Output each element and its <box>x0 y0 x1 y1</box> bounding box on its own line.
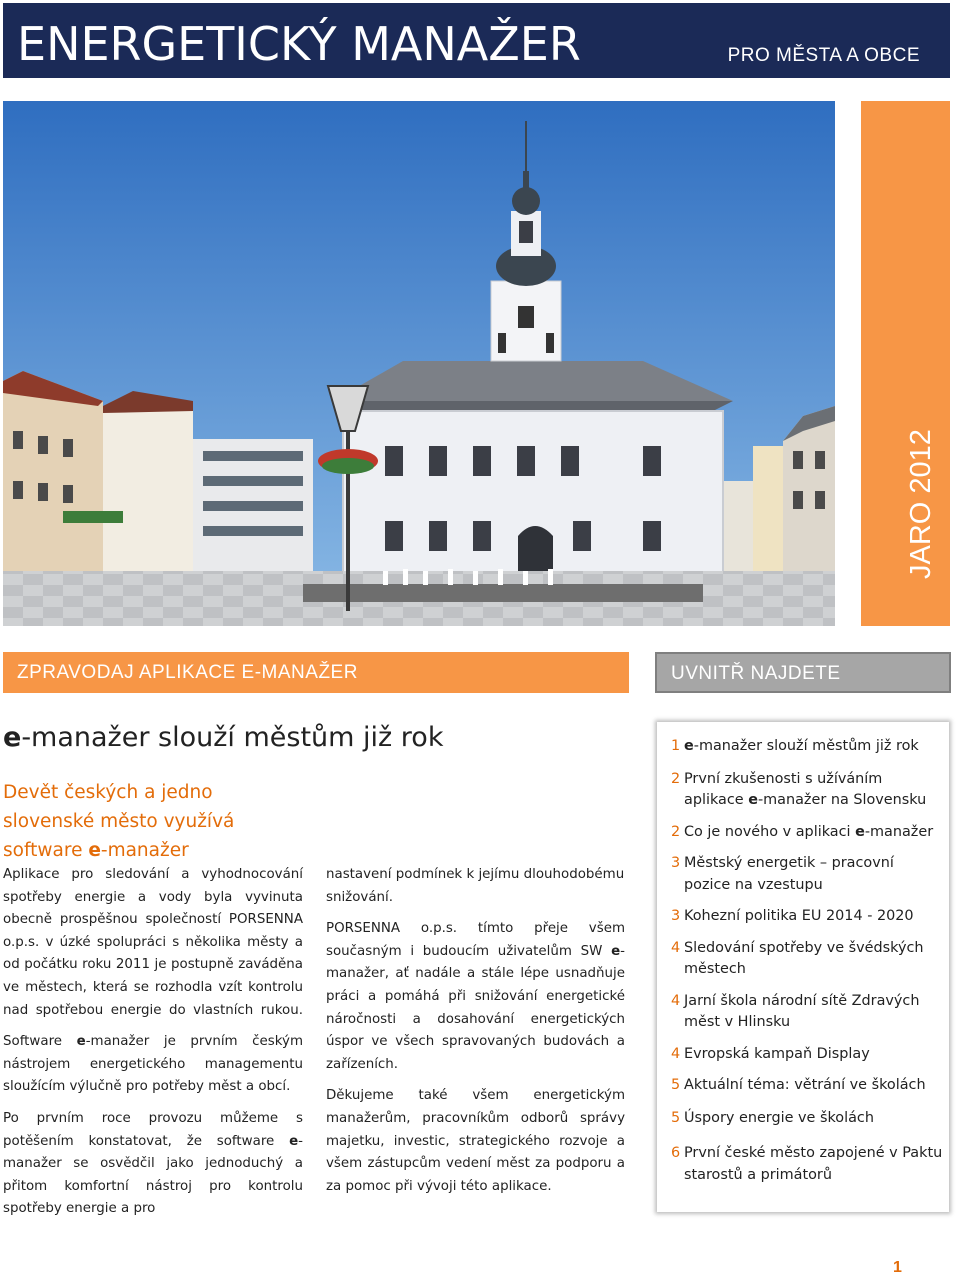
toc-page-number: 4 <box>671 939 681 956</box>
toc-page-number: 3 <box>671 908 681 924</box>
toc-label-bold: e <box>748 792 758 808</box>
toc-item-label <box>684 1143 943 1186</box>
masthead <box>3 3 950 78</box>
season-banner <box>861 101 950 626</box>
toc-item[interactable] <box>657 853 949 896</box>
toc-page-number: 1 <box>671 738 681 754</box>
subtitle-brand-letter: e <box>88 840 101 861</box>
toc-label-pre: Kohezní politika EU 2014 - 2020 <box>684 908 914 924</box>
paragraph-text: Software <box>3 1034 77 1050</box>
title-text: -manažer slouží městům již rok <box>21 722 444 753</box>
toc-item-label <box>684 736 943 758</box>
toc-item-label <box>684 906 943 928</box>
article-subtitle <box>3 778 303 865</box>
article-paragraph <box>3 1031 303 1099</box>
article-column-right <box>326 864 625 1207</box>
newsletter-title: ENERGETICKÝ MANAŽER <box>17 17 581 71</box>
toc-item[interactable] <box>657 906 949 928</box>
toc-label-post: -manažer na Slovensku <box>757 792 927 808</box>
toc-item-label <box>684 1108 943 1130</box>
toc-item[interactable] <box>657 822 949 844</box>
toc-label-pre: Jarní škola národní sítě Zdravých měst v Hlinsku <box>684 992 920 1030</box>
table-of-contents <box>657 722 949 1212</box>
newsletter-subtitle: PRO MĚSTA A OBCE <box>727 45 920 66</box>
toc-label-pre: Evropská kampaň Display <box>684 1045 870 1062</box>
paragraph-text: PORSENNA o.p.s. tímto přeje všem současným i budoucím uživatelům SW <box>326 921 625 959</box>
toc-page-number: 3 <box>671 855 681 871</box>
section-header-label: ZPRAVODAJ APLIKACE E-MANAŽER <box>17 662 358 683</box>
toc-page-number: 2 <box>671 770 681 787</box>
toc-item-label <box>684 991 943 1034</box>
inside-header-label: UVNITŘ NAJDETE <box>671 663 841 684</box>
toc-page-number: 4 <box>671 992 681 1009</box>
toc-item-label <box>684 853 943 896</box>
article-column-left <box>3 864 303 1230</box>
paragraph-text: Po prvním roce provozu můžeme s potěšením konstatovat, že software <box>3 1110 303 1149</box>
toc-label-post: -manažer <box>864 823 934 840</box>
paragraph-text: -manažer je prvním českým nástrojem energetického managementu sloužícím výlučně pro potřeby měst a obcí. <box>3 1034 303 1095</box>
article-paragraph: nastavení podmínek k jejímu dlouhodobému snižování. <box>326 867 625 905</box>
toc-label-pre: Co je nového v aplikaci <box>684 823 856 840</box>
section-header-inside <box>655 652 951 693</box>
toc-label-pre: Úspory energie ve školách <box>684 1109 874 1126</box>
subtitle-text-end: -manažer <box>100 840 189 861</box>
toc-item[interactable] <box>657 991 949 1034</box>
toc-label-pre: První zkušenosti s užíváním aplikace <box>684 770 883 808</box>
article-paragraph: Aplikace pro sledování a vyhodnocování spotřeby energie a vody byla vyvinuta obecně prospěšnou společností PORSENNA o.p.s. v úzké spolupráci s několika městy a od počátku roku 2011 je postupně zaváděna ve městech, která se rozhodla vzít kontrolu nad spotřebou energie do vlastních rukou. <box>3 867 303 1018</box>
toc-label-pre: První české město zapojené v Paktu starostů a primátorů <box>684 1145 943 1183</box>
toc-page-number: 5 <box>671 1077 681 1093</box>
toc-item-label <box>684 822 943 844</box>
brand-letter: e <box>611 943 621 959</box>
toc-label-bold: e <box>855 823 865 840</box>
toc-item[interactable] <box>657 769 949 812</box>
subtitle-text: Devět českých a jedno slovenské město využívá software <box>3 782 235 861</box>
toc-item[interactable] <box>657 1044 949 1066</box>
paragraph-text: -manažer, ať nadále a stále lépe usnadňuje práci a pomáhá při snižování energetické náročnosti a dosahování energetických úspor ve všech spravovaných budovách a zařízeních. <box>326 943 625 1072</box>
toc-item[interactable] <box>657 1108 949 1130</box>
toc-item[interactable] <box>657 1143 949 1186</box>
toc-label-pre: Aktuální téma: větrání ve školách <box>684 1077 926 1093</box>
page-number: 1 <box>893 1259 902 1276</box>
toc-label-pre: Sledování spotřeby ve švédských městech <box>684 939 924 977</box>
brand-letter: e <box>289 1133 299 1149</box>
section-header-newsletter <box>3 652 629 693</box>
title-brand-letter: e <box>3 722 22 753</box>
toc-item-label <box>684 1075 943 1097</box>
paragraph-text: -manažer se osvědčil jako jednoduchý a přitom komfortní nástroj pro kontrolu spotřeby energie a pro <box>3 1133 303 1217</box>
toc-item-label <box>684 938 943 981</box>
toc-label-post: -manažer slouží městům již rok <box>693 738 919 754</box>
article-paragraph <box>3 1108 303 1221</box>
toc-label-pre: Městský energetik – pracovní pozice na vzestupu <box>684 855 894 893</box>
article-paragraph: Děkujeme také všem energetickým manažerům, pracovníkům odborů správy majetku, investic, strategického rozvoje a všem zástupcům vedení měst za podporu a za pomoc při vývoji této aplikace. <box>326 1088 625 1194</box>
brand-letter: e <box>76 1034 86 1050</box>
toc-page-number: 2 <box>671 823 681 840</box>
toc-page-number: 5 <box>671 1109 681 1126</box>
toc-page-number: 4 <box>671 1045 681 1062</box>
toc-label-bold: e <box>684 738 694 754</box>
toc-list <box>657 722 949 1186</box>
toc-item[interactable] <box>657 938 949 981</box>
toc-page-number: 6 <box>671 1145 681 1161</box>
town-hall-photo <box>3 101 835 626</box>
article-paragraph <box>326 918 625 1076</box>
toc-item[interactable] <box>657 1075 949 1097</box>
toc-item-label <box>684 1044 943 1066</box>
toc-item[interactable] <box>657 736 949 758</box>
toc-item-label <box>684 769 943 812</box>
season-label: JARO 2012 <box>905 429 937 579</box>
article-title <box>3 722 443 753</box>
